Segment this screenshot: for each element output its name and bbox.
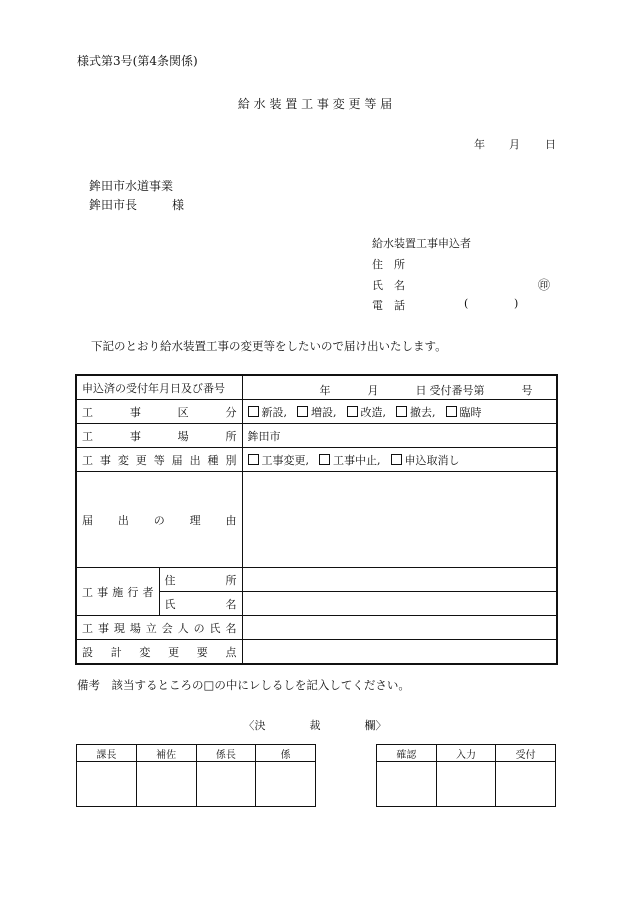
addressee-org: 鉾田市水道事業 — [89, 179, 174, 193]
stamp-box[interactable] — [136, 762, 196, 807]
stamp-box[interactable] — [77, 762, 137, 807]
receipt-no-label: 受付番号 — [429, 383, 474, 397]
applicant-address-label: 住 所 — [372, 258, 405, 271]
site-label: 工事場所 — [76, 424, 242, 448]
phone-open-paren: ( — [464, 297, 469, 310]
seal-mark: ㊞ — [538, 278, 551, 292]
checkbox-removal[interactable] — [396, 406, 407, 417]
change-type-row — [76, 448, 557, 472]
checkbox-temporary[interactable] — [446, 406, 457, 417]
option-suspend: 工事中止, — [333, 453, 381, 467]
contractor-address-row — [76, 568, 557, 592]
date-day: 日 — [545, 138, 556, 151]
work-type-options — [242, 400, 557, 424]
checkbox-suspend[interactable] — [319, 454, 330, 465]
stamp-header: 係 — [256, 745, 316, 762]
option-new: 新設, — [261, 405, 287, 419]
site-value[interactable]: 鉾田市 — [242, 424, 557, 448]
stamp-box[interactable] — [256, 762, 316, 807]
checkbox-extension[interactable] — [297, 406, 308, 417]
stamp-header: 係長 — [196, 745, 256, 762]
date-month: 月 — [509, 138, 520, 151]
applicant-name-label: 氏 名 — [372, 279, 405, 292]
form-title: 給 水 装 置 工 事 変 更 等 届 — [237, 97, 393, 111]
option-temporary: 臨時 — [459, 405, 482, 419]
stamp-box[interactable] — [377, 762, 437, 807]
intro-text: 下記のとおり給水装置工事の変更等をしたいので届け出いたします。 — [91, 339, 447, 353]
application-table — [75, 374, 558, 665]
contractor-label: 工事施行者 — [76, 568, 159, 616]
option-remodel: 改造, — [360, 405, 386, 419]
receipt-cell[interactable] — [242, 375, 557, 400]
stamp-header: 補佐 — [136, 745, 196, 762]
site-row — [76, 424, 557, 448]
contractor-name-label: 氏名 — [159, 592, 242, 616]
approval-stamp-left — [76, 744, 316, 807]
stamp-header: 入力 — [436, 745, 496, 762]
checkbox-cancel[interactable] — [391, 454, 402, 465]
receipt-day: 日 — [415, 383, 427, 397]
checkbox-remodel[interactable] — [347, 406, 358, 417]
receipt-no-prefix: 第 — [473, 383, 485, 397]
reason-row — [76, 472, 557, 568]
date-year: 年 — [474, 138, 485, 151]
receipt-no-suffix: 号 — [521, 383, 533, 397]
changes-label: 設計変更要点 — [76, 640, 242, 665]
option-removal: 撤去, — [410, 405, 436, 419]
option-change: 工事変更, — [261, 453, 309, 467]
approval-stamp-right — [376, 744, 556, 807]
witness-label: 工事現場立会人の氏名 — [76, 616, 242, 640]
option-cancel: 申込取消し — [404, 453, 460, 467]
receipt-row — [76, 375, 557, 400]
applicant-phone-label: 電 話 — [372, 299, 405, 312]
stamp-header: 確認 — [377, 745, 437, 762]
checkbox-change[interactable] — [248, 454, 259, 465]
work-type-label: 工事区分 — [76, 400, 242, 424]
stamp-header: 課長 — [77, 745, 137, 762]
stamp-box[interactable] — [196, 762, 256, 807]
witness-field[interactable] — [242, 616, 557, 640]
receipt-year: 年 — [319, 383, 331, 397]
approval-heading: 〈決 裁 欄〉 — [243, 719, 387, 732]
contractor-address-field[interactable] — [242, 568, 557, 592]
form-number: 様式第3号(第4条関係) — [77, 54, 198, 68]
changes-field[interactable] — [242, 640, 557, 665]
addressee-suffix: 様 — [172, 198, 185, 212]
reason-field[interactable] — [242, 472, 557, 568]
change-type-label: 工事変更等届出種別 — [76, 448, 242, 472]
phone-close-paren: ) — [514, 297, 519, 310]
addressee-name: 鉾田市長 — [89, 198, 138, 212]
witness-row — [76, 616, 557, 640]
applicant-heading: 給水装置工事申込者 — [372, 237, 471, 250]
checkbox-new[interactable] — [248, 406, 259, 417]
receipt-month: 月 — [367, 383, 379, 397]
option-extension: 増設, — [311, 405, 337, 419]
change-type-options — [242, 448, 557, 472]
receipt-label: 申込済の受付年月日及び番号 — [76, 375, 242, 400]
stamp-box[interactable] — [436, 762, 496, 807]
changes-row — [76, 640, 557, 665]
contractor-name-field[interactable] — [242, 592, 557, 616]
contractor-address-label: 住所 — [159, 568, 242, 592]
stamp-header: 受付 — [496, 745, 556, 762]
work-type-row — [76, 400, 557, 424]
note-text: 備考 該当するところの□の中にレしるしを記入してください。 — [77, 678, 410, 692]
reason-label: 届出の理由 — [76, 472, 242, 568]
stamp-box[interactable] — [496, 762, 556, 807]
